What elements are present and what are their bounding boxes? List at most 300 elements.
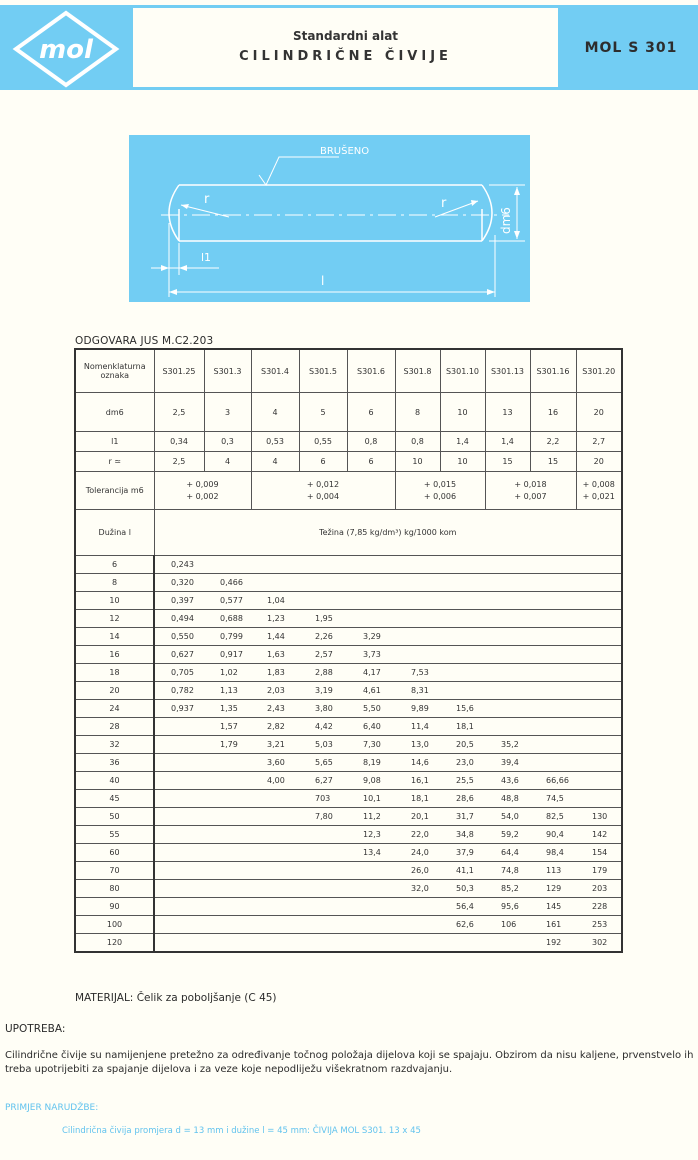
weight-cell: 20,1 xyxy=(395,808,440,826)
standard-reference: ODGOVARA JUS M.C2.203 xyxy=(75,335,214,347)
weight-cell: 37,9 xyxy=(440,844,485,862)
row-label-diameter: dm6 xyxy=(75,393,154,432)
weight-row xyxy=(75,700,622,718)
weight-cell xyxy=(299,592,347,610)
weight-cell: 2,57 xyxy=(299,646,347,664)
weight-cell xyxy=(204,772,251,790)
tolerance-upper: + 0,015 xyxy=(423,479,457,489)
header-band xyxy=(0,5,698,90)
weight-row xyxy=(75,556,622,574)
weight-cell: 1,95 xyxy=(299,610,347,628)
weight-cell xyxy=(251,880,299,898)
weight-cell: 3,29 xyxy=(347,628,395,646)
length-cell: 20 xyxy=(75,682,154,700)
radius-right-label: r xyxy=(441,196,447,211)
weight-cell xyxy=(395,556,440,574)
weight-cell xyxy=(485,646,530,664)
weight-cell: 3,73 xyxy=(347,646,395,664)
weight-cell xyxy=(485,556,530,574)
weight-cell: 18,1 xyxy=(395,790,440,808)
weight-cell xyxy=(154,862,204,880)
weight-cell xyxy=(204,844,251,862)
l1-cell: 2,7 xyxy=(576,432,622,452)
weight-cell: 32,0 xyxy=(395,880,440,898)
weight-cell xyxy=(485,718,530,736)
weight-cell: 3,19 xyxy=(299,682,347,700)
weight-cell: 3,21 xyxy=(251,736,299,754)
weight-cell: 1,23 xyxy=(251,610,299,628)
weight-cell xyxy=(530,646,576,664)
weight-row xyxy=(75,610,622,628)
dimensions-table xyxy=(74,348,623,953)
weight-cell: 0,577 xyxy=(204,592,251,610)
weight-cell: 9,89 xyxy=(395,700,440,718)
radius-cell: 10 xyxy=(440,452,485,472)
pin-right-end xyxy=(482,185,492,241)
weight-cell: 1,13 xyxy=(204,682,251,700)
weight-cell xyxy=(347,556,395,574)
weight-cell: 31,7 xyxy=(440,808,485,826)
weight-cell xyxy=(530,664,576,682)
weight-cell: 0,494 xyxy=(154,610,204,628)
weight-cell: 145 xyxy=(530,898,576,916)
tolerance-lower: + 0,007 xyxy=(514,491,547,501)
length-cell: 70 xyxy=(75,862,154,880)
weight-cell xyxy=(154,736,204,754)
weight-cell: 5,65 xyxy=(299,754,347,772)
diameter-cell: 10 xyxy=(440,393,485,432)
weight-cell xyxy=(251,862,299,880)
document-subtitle: Standardni alat xyxy=(292,29,399,43)
weight-cell xyxy=(251,844,299,862)
weight-header: Težina (7,85 kg/dm³) kg/1000 kom xyxy=(154,510,622,556)
weight-cell xyxy=(154,934,204,953)
weight-cell: 28,6 xyxy=(440,790,485,808)
logo-text: mol xyxy=(39,35,93,65)
weight-cell xyxy=(485,700,530,718)
weight-cell xyxy=(154,718,204,736)
weight-cell xyxy=(576,772,622,790)
weight-cell xyxy=(530,592,576,610)
weight-cell xyxy=(440,574,485,592)
weight-cell xyxy=(347,574,395,592)
weight-cell xyxy=(299,574,347,592)
surface-label: BRUŠENO xyxy=(320,146,370,157)
weight-cell: 154 xyxy=(576,844,622,862)
weight-row xyxy=(75,898,622,916)
weight-cell xyxy=(485,682,530,700)
tolerance-lower: + 0,002 xyxy=(186,491,219,501)
l1-cell: 0,55 xyxy=(299,432,347,452)
weight-cell xyxy=(395,574,440,592)
weight-cell xyxy=(440,646,485,664)
weight-cell: 1,57 xyxy=(204,718,251,736)
weight-cell xyxy=(530,736,576,754)
weight-cell: 12,3 xyxy=(347,826,395,844)
pin-drawing xyxy=(129,135,530,302)
tolerance-cell xyxy=(395,472,485,510)
weight-row xyxy=(75,754,622,772)
weight-cell xyxy=(440,556,485,574)
weight-cell: 2,88 xyxy=(299,664,347,682)
diameter-cell: 3 xyxy=(204,393,251,432)
weight-cell xyxy=(485,574,530,592)
weight-cell xyxy=(576,628,622,646)
weight-cell: 3,80 xyxy=(299,700,347,718)
tolerance-cell xyxy=(485,472,576,510)
diameter-cell: 13 xyxy=(485,393,530,432)
l1-cell: 0,34 xyxy=(154,432,204,452)
length-cell: 45 xyxy=(75,790,154,808)
weight-cell xyxy=(154,772,204,790)
weight-cell: 25,5 xyxy=(440,772,485,790)
length-cell: 100 xyxy=(75,916,154,934)
radius-cell: 15 xyxy=(530,452,576,472)
radius-cell: 15 xyxy=(485,452,530,472)
weight-cell xyxy=(530,574,576,592)
weight-cell xyxy=(154,826,204,844)
weight-cell: 4,61 xyxy=(347,682,395,700)
weight-cell: 179 xyxy=(576,862,622,880)
tolerance-lower: + 0,021 xyxy=(582,491,615,501)
weight-cell xyxy=(395,898,440,916)
weight-cell xyxy=(204,880,251,898)
diameter-cell: 6 xyxy=(347,393,395,432)
weight-cell xyxy=(485,610,530,628)
weight-cell xyxy=(299,826,347,844)
weight-cell xyxy=(347,898,395,916)
diameter-cell: 16 xyxy=(530,393,576,432)
weight-cell xyxy=(440,934,485,953)
weight-cell xyxy=(485,592,530,610)
weight-cell: 22,0 xyxy=(395,826,440,844)
tolerance-cell xyxy=(576,472,622,510)
l1-cell: 0,53 xyxy=(251,432,299,452)
weight-cell: 253 xyxy=(576,916,622,934)
weight-cell xyxy=(204,898,251,916)
weight-cell: 13,0 xyxy=(395,736,440,754)
weight-cell xyxy=(251,574,299,592)
weight-cell xyxy=(154,844,204,862)
weight-cell: 0,917 xyxy=(204,646,251,664)
length-cell: 18 xyxy=(75,664,154,682)
weight-cell: 7,80 xyxy=(299,808,347,826)
radius-cell: 4 xyxy=(204,452,251,472)
weight-cell: 192 xyxy=(530,934,576,953)
weight-cell xyxy=(530,682,576,700)
weight-cell: 0,466 xyxy=(204,574,251,592)
code-cell: S301.10 xyxy=(440,349,485,393)
row-label-nomenclature: Nomenklaturna oznaka xyxy=(75,349,154,393)
weight-row xyxy=(75,592,622,610)
code-cell: S301.25 xyxy=(154,349,204,393)
weight-cell: 2,26 xyxy=(299,628,347,646)
weight-cell: 106 xyxy=(485,916,530,934)
weight-cell: 9,08 xyxy=(347,772,395,790)
weight-cell: 6,40 xyxy=(347,718,395,736)
weight-cell xyxy=(154,898,204,916)
weight-cell xyxy=(347,862,395,880)
weight-cell xyxy=(576,574,622,592)
weight-cell xyxy=(576,700,622,718)
weight-cell: 129 xyxy=(530,880,576,898)
weight-cell: 7,53 xyxy=(395,664,440,682)
weight-cell: 6,27 xyxy=(299,772,347,790)
length-cell: 50 xyxy=(75,808,154,826)
code-cell: S301.20 xyxy=(576,349,622,393)
row-label-tolerance: Tolerancija m6 xyxy=(75,472,154,510)
length-cell: 60 xyxy=(75,844,154,862)
row-label-l1: l1 xyxy=(75,432,154,452)
weight-cell xyxy=(204,808,251,826)
weight-cell xyxy=(440,628,485,646)
weight-cell xyxy=(251,556,299,574)
standard-code: MOL S 301 xyxy=(584,40,678,56)
weight-cell: 113 xyxy=(530,862,576,880)
document-title: CILINDRIČNE ČIVIJE xyxy=(239,49,452,64)
weight-cell xyxy=(204,754,251,772)
tolerance-lower: + 0,004 xyxy=(306,491,340,501)
weight-cell xyxy=(154,790,204,808)
code-cell: S301.4 xyxy=(251,349,299,393)
diameter-cell: 5 xyxy=(299,393,347,432)
weight-cell xyxy=(299,898,347,916)
code-cell: S301.8 xyxy=(395,349,440,393)
weight-cell xyxy=(154,808,204,826)
order-example-text: Cilindrična čivija promjera d = 13 mm i dužine l = 45 mm: ČIVIJA MOL S301. 13 x 45 xyxy=(62,1126,421,1136)
weight-row xyxy=(75,574,622,592)
weight-cell xyxy=(154,916,204,934)
weight-cell: 228 xyxy=(576,898,622,916)
weight-cell xyxy=(204,556,251,574)
weight-cell: 1,35 xyxy=(204,700,251,718)
code-cell: S301.5 xyxy=(299,349,347,393)
row-label-length: Dužina l xyxy=(75,510,154,556)
weight-cell: 2,03 xyxy=(251,682,299,700)
weight-cell xyxy=(576,682,622,700)
weight-cell: 8,19 xyxy=(347,754,395,772)
length-cell: 55 xyxy=(75,826,154,844)
weight-cell: 34,8 xyxy=(440,826,485,844)
weight-cell: 2,82 xyxy=(251,718,299,736)
length-cell: 40 xyxy=(75,772,154,790)
weight-cell xyxy=(299,880,347,898)
weight-cell xyxy=(576,592,622,610)
weight-cell xyxy=(204,862,251,880)
length-cell: 24 xyxy=(75,700,154,718)
weight-cell xyxy=(576,790,622,808)
weight-cell: 0,688 xyxy=(204,610,251,628)
radius-left-label: r xyxy=(204,192,210,207)
weight-cell: 11,4 xyxy=(395,718,440,736)
radius-cell: 6 xyxy=(347,452,395,472)
weight-cell: 14,6 xyxy=(395,754,440,772)
weight-cell xyxy=(347,916,395,934)
weight-cell: 130 xyxy=(576,808,622,826)
weight-cell: 43,6 xyxy=(485,772,530,790)
weight-cell: 35,2 xyxy=(485,736,530,754)
weight-cell: 13,4 xyxy=(347,844,395,862)
tolerance-upper: + 0,009 xyxy=(186,479,219,489)
weight-cell xyxy=(576,718,622,736)
weight-cell xyxy=(440,610,485,628)
radius-cell: 6 xyxy=(299,452,347,472)
tolerance-upper: + 0,018 xyxy=(514,479,547,489)
weight-cell: 0,782 xyxy=(154,682,204,700)
weight-cell xyxy=(485,664,530,682)
surface-finish-symbol xyxy=(259,157,339,185)
weight-cell: 50,3 xyxy=(440,880,485,898)
weight-cell: 142 xyxy=(576,826,622,844)
weight-cell: 1,44 xyxy=(251,628,299,646)
weight-cell xyxy=(395,646,440,664)
l1-cell: 0,8 xyxy=(347,432,395,452)
weight-row xyxy=(75,808,622,826)
radius-cell: 10 xyxy=(395,452,440,472)
l1-cell: 0,3 xyxy=(204,432,251,452)
weight-cell xyxy=(530,754,576,772)
weight-cell xyxy=(440,682,485,700)
radius-cell: 4 xyxy=(251,452,299,472)
weight-cell xyxy=(440,664,485,682)
length-cell: 90 xyxy=(75,898,154,916)
length-cell: 10 xyxy=(75,592,154,610)
weight-cell: 5,50 xyxy=(347,700,395,718)
weight-cell: 64,4 xyxy=(485,844,530,862)
weight-row xyxy=(75,880,622,898)
pin-left-end xyxy=(169,185,179,241)
radius-cell: 20 xyxy=(576,452,622,472)
tolerance-upper: + 0,008 xyxy=(582,479,615,489)
weight-row xyxy=(75,826,622,844)
weight-cell: 1,04 xyxy=(251,592,299,610)
weight-cell: 0,243 xyxy=(154,556,204,574)
weight-cell xyxy=(251,790,299,808)
weight-cell: 0,550 xyxy=(154,628,204,646)
mol-logo xyxy=(12,10,120,88)
title-box xyxy=(133,8,558,87)
weight-cell xyxy=(251,934,299,953)
l1-cell: 1,4 xyxy=(440,432,485,452)
weight-cell: 18,1 xyxy=(440,718,485,736)
weight-row xyxy=(75,934,622,953)
weight-cell xyxy=(395,934,440,953)
tolerance-lower: + 0,006 xyxy=(423,491,457,501)
weight-cell: 95,6 xyxy=(485,898,530,916)
weight-cell: 3,60 xyxy=(251,754,299,772)
weight-cell: 0,320 xyxy=(154,574,204,592)
weight-cell: 1,63 xyxy=(251,646,299,664)
weight-cell xyxy=(347,934,395,953)
weight-cell: 0,397 xyxy=(154,592,204,610)
weight-cell xyxy=(154,880,204,898)
weight-cell: 23,0 xyxy=(440,754,485,772)
weight-row xyxy=(75,844,622,862)
code-cell: S301.6 xyxy=(347,349,395,393)
weight-cell: 56,4 xyxy=(440,898,485,916)
weight-cell: 24,0 xyxy=(395,844,440,862)
weight-cell: 39,4 xyxy=(485,754,530,772)
weight-cell xyxy=(251,808,299,826)
l1-cell: 2,2 xyxy=(530,432,576,452)
length-cell: 36 xyxy=(75,754,154,772)
weight-cell: 11,2 xyxy=(347,808,395,826)
length-cell: 14 xyxy=(75,628,154,646)
length-cell: 80 xyxy=(75,880,154,898)
weight-cell xyxy=(299,934,347,953)
weight-row xyxy=(75,682,622,700)
weight-cell xyxy=(530,610,576,628)
weight-cell xyxy=(576,556,622,574)
l1-cell: 1,4 xyxy=(485,432,530,452)
weight-row xyxy=(75,790,622,808)
weight-cell xyxy=(299,862,347,880)
weight-cell xyxy=(154,754,204,772)
weight-cell xyxy=(204,934,251,953)
weight-cell: 0,627 xyxy=(154,646,204,664)
weight-cell xyxy=(485,628,530,646)
weight-cell xyxy=(530,718,576,736)
row-weight-header xyxy=(75,510,622,556)
weight-cell: 4,17 xyxy=(347,664,395,682)
weight-cell xyxy=(204,790,251,808)
tolerance-cell xyxy=(251,472,395,510)
weight-cell xyxy=(395,916,440,934)
weight-cell: 54,0 xyxy=(485,808,530,826)
weight-cell: 90,4 xyxy=(530,826,576,844)
weight-cell xyxy=(347,880,395,898)
weight-cell: 1,79 xyxy=(204,736,251,754)
weight-row xyxy=(75,718,622,736)
weight-cell: 74,8 xyxy=(485,862,530,880)
weight-cell: 74,5 xyxy=(530,790,576,808)
weight-cell xyxy=(299,844,347,862)
weight-cell: 0,937 xyxy=(154,700,204,718)
length-cell: 120 xyxy=(75,934,154,953)
radius-cell: 2,5 xyxy=(154,452,204,472)
weight-cell: 26,0 xyxy=(395,862,440,880)
weight-cell xyxy=(530,628,576,646)
weight-cell: 62,6 xyxy=(440,916,485,934)
weight-cell: 2,43 xyxy=(251,700,299,718)
weight-cell: 1,83 xyxy=(251,664,299,682)
weight-cell xyxy=(530,556,576,574)
weight-cell xyxy=(204,916,251,934)
code-cell: S301.13 xyxy=(485,349,530,393)
weight-cell xyxy=(576,754,622,772)
material-note: MATERIJAL: Čelik za poboljšanje (C 45) xyxy=(75,992,277,1004)
weight-cell xyxy=(299,916,347,934)
weight-cell: 82,5 xyxy=(530,808,576,826)
l1-label: l1 xyxy=(201,251,212,264)
weight-cell: 59,2 xyxy=(485,826,530,844)
weight-cell: 98,4 xyxy=(530,844,576,862)
weight-cell: 15,6 xyxy=(440,700,485,718)
weight-cell xyxy=(576,736,622,754)
length-cell: 28 xyxy=(75,718,154,736)
tolerance-upper: + 0,012 xyxy=(306,479,340,489)
weight-cell: 302 xyxy=(576,934,622,953)
weight-cell: 20,5 xyxy=(440,736,485,754)
weight-cell xyxy=(576,646,622,664)
weight-cell: 1,02 xyxy=(204,664,251,682)
diameter-cell: 8 xyxy=(395,393,440,432)
weight-cell: 66,66 xyxy=(530,772,576,790)
weight-row xyxy=(75,862,622,880)
weight-cell: 85,2 xyxy=(485,880,530,898)
weight-cell: 41,1 xyxy=(440,862,485,880)
header-row-nomenclature xyxy=(75,349,622,393)
